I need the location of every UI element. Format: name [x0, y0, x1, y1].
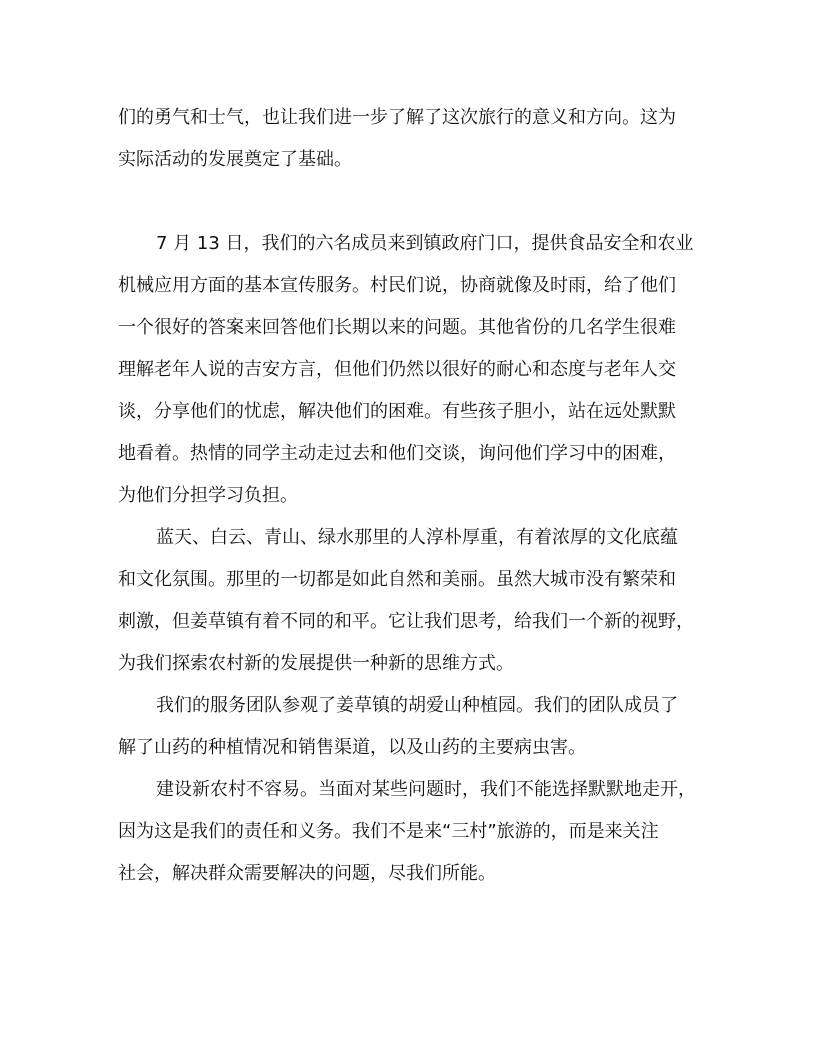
paragraph-line: 为我们探索农村新的发展提供一种新的思维方式。	[118, 653, 514, 674]
paragraph-line: 刺激，但姜草镇有着不同的和平。它让我们思考，给我们一个新的视野，	[118, 611, 694, 632]
paragraph-line: 理解老年人说的吉安方言，但他们仍然以很好的耐心和态度与老年人交	[118, 359, 676, 380]
paragraph-line: 蓝天、白云、青山、绿水那里的人淳朴厚重，有着浓厚的文化底蕴	[156, 527, 678, 548]
paragraph-line: 和文化氛围。那里的一切都是如此自然和美丽。虽然大城市没有繁荣和	[118, 569, 676, 590]
paragraph-line: 为他们分担学习负担。	[118, 485, 298, 506]
paragraph-line: 解了山药的种植情况和销售渠道，以及山药的主要病虫害。	[118, 737, 586, 758]
paragraph-line: 建设新农村不容易。当面对某些问题时，我们不能选择默默地走开，	[156, 779, 696, 800]
paragraph-line: 地看着。热情的同学主动走过去和他们交谈，询问他们学习中的困难，	[118, 443, 676, 464]
paragraph-line: 一个很好的答案来回答他们长期以来的问题。其他省份的几名学生很难	[118, 317, 676, 338]
paragraph-line: 机械应用方面的基本宣传服务。村民们说，协商就像及时雨，给了他们	[118, 275, 676, 296]
paragraph-line: 们的勇气和士气，也让我们进一步了解了这次旅行的意义和方向。这为	[118, 107, 676, 128]
paragraph-line: 我们的服务团队参观了姜草镇的胡爱山种植园。我们的团队成员了	[156, 695, 678, 716]
paragraph-line: 因为这是我们的责任和义务。我们不是来“三村”旅游的，而是来关注	[118, 821, 659, 842]
paragraph-line: 谈，分享他们的忧虑，解决他们的困难。有些孩子胆小，站在远处默默	[118, 401, 676, 422]
paragraph-line: 7 月 13 日，我们的六名成员来到镇政府门口，提供食品安全和农业	[156, 233, 694, 254]
paragraph-line: 社会，解决群众需要解决的问题，尽我们所能。	[118, 863, 496, 884]
paragraph-line: 实际活动的发展奠定了基础。	[118, 149, 352, 170]
